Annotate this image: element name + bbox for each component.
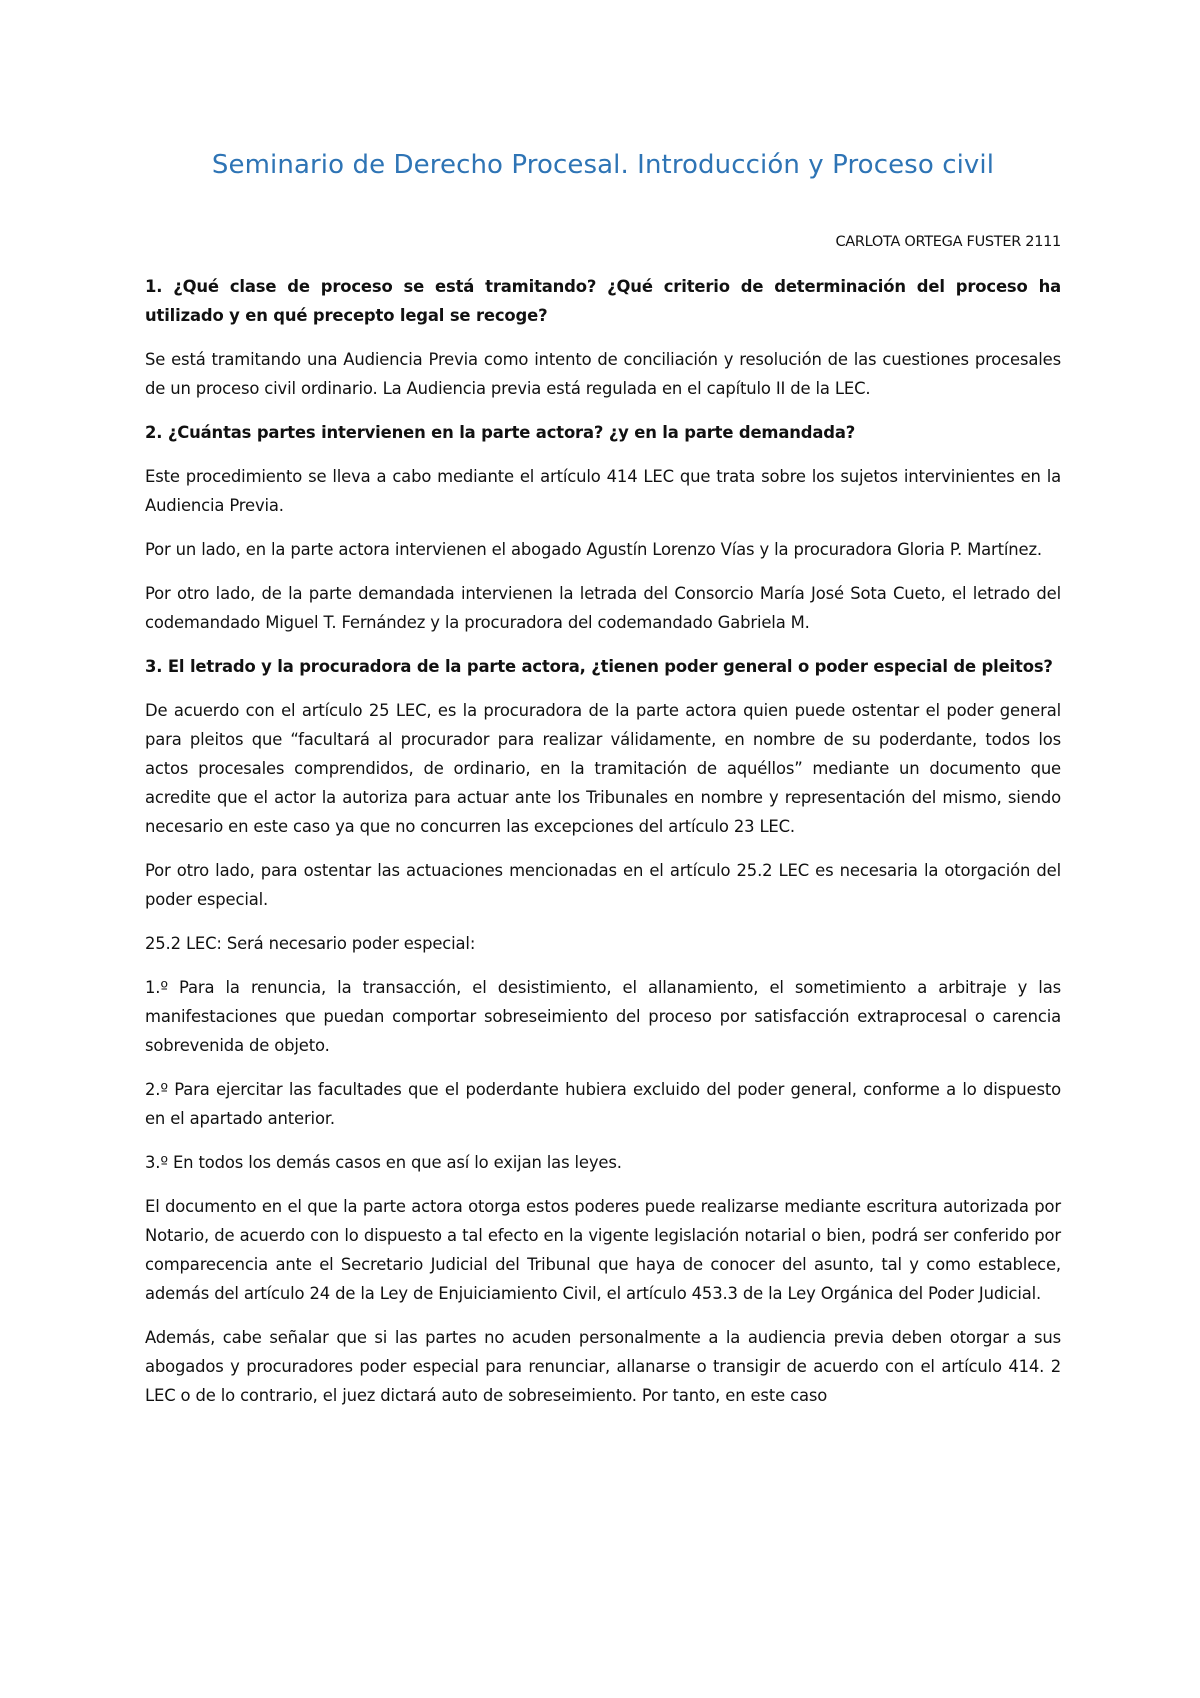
question-heading: 2. ¿Cuántas partes intervienen en la parte actora? ¿y en la parte demandada?: [145, 423, 856, 442]
body-paragraph: 2.º Para ejercitar las facultades que el poderdante hubiera excluido del poder general, conforme a lo dispuesto en el apartado anterior.: [145, 1080, 1061, 1128]
body-paragraph: Por un lado, en la parte actora intervienen el abogado Agustín Lorenzo Vías y la procuradora Gloria P. Martínez.: [145, 540, 1042, 559]
body-paragraph: Este procedimiento se lleva a cabo mediante el artículo 414 LEC que trata sobre los sujetos intervinientes en la Audiencia Previa.: [145, 467, 1061, 515]
body-paragraph: El documento en el que la parte actora otorga estos poderes puede realizarse mediante escritura autorizada por Notario, de acuerdo con lo dispuesto a tal efecto en la vigente legislación notarial o bien, podrá ser conferido por comparecencia ante el Secretario Judicial del Tribunal que haya de conocer del asunto, tal y como establece, además del artículo 24 de la Ley de Enjuiciamiento Civil, el artículo 453.3 de la Ley Orgánica del Poder Judicial.: [145, 1197, 1061, 1303]
body-paragraph: Por otro lado, para ostentar las actuaciones mencionadas en el artículo 25.2 LEC es necesaria la otorgación del poder especial.: [145, 861, 1061, 909]
document-page: [145, 0, 1061, 1425]
question-heading: 3. El letrado y la procuradora de la parte actora, ¿tienen poder general o poder especial de pleitos?: [145, 657, 1053, 676]
body-paragraph: 25.2 LEC: Será necesario poder especial:: [145, 934, 476, 953]
question-heading: 1. ¿Qué clase de proceso se está tramitando? ¿Qué criterio de determinación del proceso ha utilizado y en qué precepto legal se recoge?: [145, 277, 1061, 325]
body-paragraph: 3.º En todos los demás casos en que así lo exijan las leyes.: [145, 1153, 622, 1172]
body-paragraph: Por otro lado, de la parte demandada intervienen la letrada del Consorcio María José Sota Cueto, el letrado del codemandado Miguel T. Fernández y la procuradora del codemandado Gabriela M.: [145, 584, 1061, 632]
document-body: [145, 272, 1061, 1410]
body-paragraph: 1.º Para la renuncia, la transacción, el desistimiento, el allanamiento, el sometimiento a arbitraje y las manifestaciones que puedan comportar sobreseimiento del proceso por satisfacción extraprocesal o carencia sobrevenida de objeto.: [145, 978, 1061, 1055]
body-paragraph: Además, cabe señalar que si las partes no acuden personalmente a la audiencia previa deben otorgar a sus abogados y procuradores poder especial para renunciar, allanarse o transigir de acuerdo con el artículo 414. 2 LEC o de lo contrario, el juez dictará auto de sobreseimiento. Por tanto, en este caso: [145, 1328, 1061, 1405]
body-paragraph: De acuerdo con el artículo 25 LEC, es la procuradora de la parte actora quien puede ostentar el poder general para pleitos que “facultará al procurador para realizar válidamente, en nombre de su poderdante, todos los actos procesales comprendidos, de ordinario, en la tramitación de aquéllos” mediante un documento que acredite que el actor la autoriza para actuar ante los Tribunales en nombre y representación del mismo, siendo necesario en este caso ya que no concurren las excepciones del artículo 23 LEC.: [145, 701, 1061, 836]
author-line: CARLOTA ORTEGA FUSTER 2111: [835, 234, 1061, 250]
document-title: Seminario de Derecho Procesal. Introducción y Proceso civil: [211, 150, 995, 180]
body-paragraph: Se está tramitando una Audiencia Previa como intento de conciliación y resolución de las cuestiones procesales de un proceso civil ordinario. La Audiencia previa está regulada en el capítulo II de la LEC.: [145, 350, 1061, 398]
